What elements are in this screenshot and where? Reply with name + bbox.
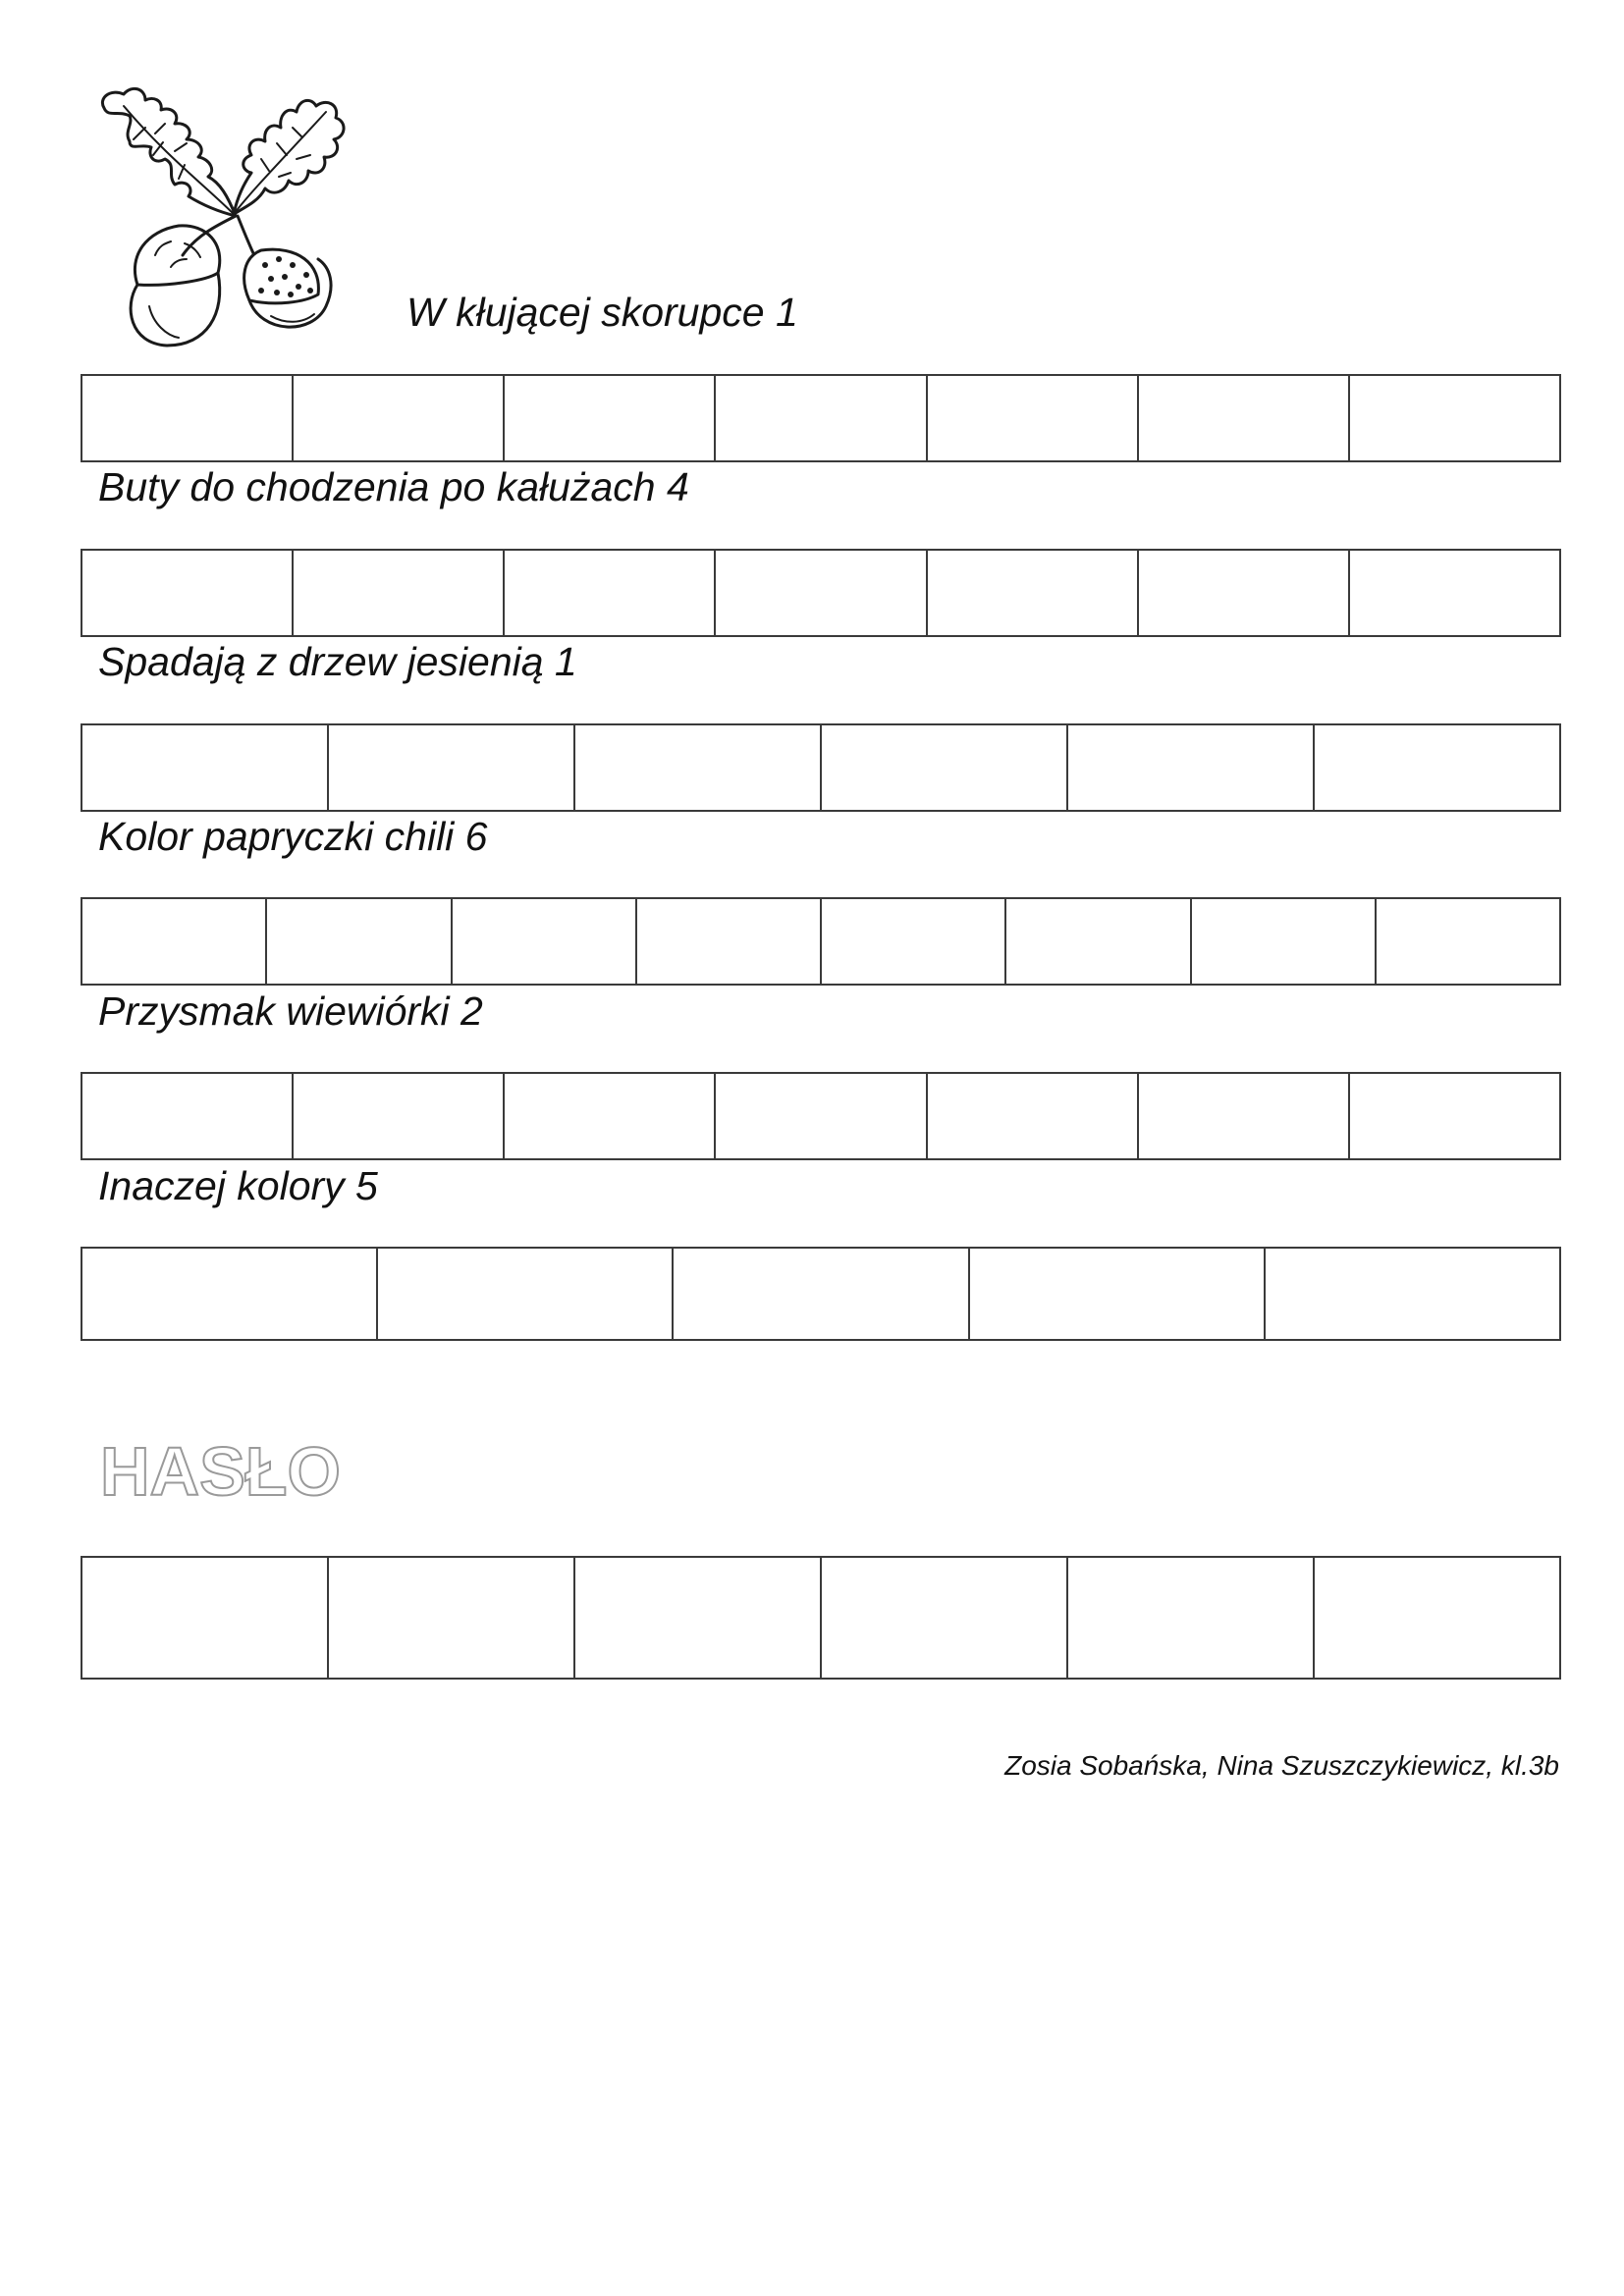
clue-label-1: W kłującej skorupce 1 <box>406 290 798 335</box>
letter-box[interactable] <box>503 1074 714 1158</box>
letter-box[interactable] <box>82 1558 327 1678</box>
letter-box[interactable] <box>327 725 573 810</box>
letter-box[interactable] <box>714 376 925 460</box>
letter-box[interactable] <box>1313 725 1559 810</box>
acorns-with-oak-leaves-icon <box>69 49 383 348</box>
letter-box[interactable] <box>1137 1074 1348 1158</box>
answer-grid-1 <box>81 374 1561 462</box>
clue-label-6: Inaczej kolory 5 <box>98 1163 378 1208</box>
clue-label-2: Buty do chodzenia po kałużach 4 <box>98 464 689 509</box>
letter-box[interactable] <box>1190 899 1375 984</box>
letter-box[interactable] <box>503 551 714 635</box>
letter-box[interactable] <box>265 899 450 984</box>
letter-box[interactable] <box>926 551 1137 635</box>
letter-box[interactable] <box>1137 551 1348 635</box>
letter-box[interactable] <box>1004 899 1189 984</box>
letter-box[interactable] <box>714 1074 925 1158</box>
clue-label-4: Kolor papryczki chili 6 <box>98 814 488 859</box>
letter-box[interactable] <box>1264 1249 1559 1339</box>
letter-box[interactable] <box>327 1558 573 1678</box>
author-credit: Zosia Sobańska, Nina Szuszczykiewicz, kl.3b <box>1004 1750 1559 1781</box>
letter-box[interactable] <box>292 1074 503 1158</box>
letter-box[interactable] <box>820 1558 1066 1678</box>
letter-box[interactable] <box>1066 725 1313 810</box>
answer-grid-6 <box>81 1247 1561 1341</box>
letter-box[interactable] <box>1137 376 1348 460</box>
letter-box[interactable] <box>672 1249 967 1339</box>
password-label: HASŁO <box>100 1433 341 1507</box>
letter-box[interactable] <box>820 725 1066 810</box>
answer-grid-2 <box>81 549 1561 637</box>
letter-box[interactable] <box>926 376 1137 460</box>
letter-box[interactable] <box>714 551 925 635</box>
letter-box[interactable] <box>503 376 714 460</box>
letter-box[interactable] <box>1348 551 1559 635</box>
letter-box[interactable] <box>1066 1558 1313 1678</box>
clue-label-3: Spadają z drzew jesienią 1 <box>98 639 577 684</box>
letter-box[interactable] <box>451 899 635 984</box>
letter-box[interactable] <box>1313 1558 1559 1678</box>
letter-box[interactable] <box>635 899 820 984</box>
letter-box[interactable] <box>1348 1074 1559 1158</box>
letter-box[interactable] <box>926 1074 1137 1158</box>
letter-box[interactable] <box>820 899 1004 984</box>
letter-box[interactable] <box>292 551 503 635</box>
letter-box[interactable] <box>573 725 820 810</box>
answer-grid-4 <box>81 897 1561 986</box>
letter-box[interactable] <box>1375 899 1559 984</box>
letter-box[interactable] <box>376 1249 672 1339</box>
password-heading <box>98 1428 353 1507</box>
letter-box[interactable] <box>292 376 503 460</box>
letter-box[interactable] <box>82 1249 376 1339</box>
letter-box[interactable] <box>82 725 327 810</box>
answer-grid-5 <box>81 1072 1561 1160</box>
letter-box[interactable] <box>968 1249 1264 1339</box>
letter-box[interactable] <box>82 899 265 984</box>
answer-grid-3 <box>81 723 1561 812</box>
letter-box[interactable] <box>82 376 292 460</box>
letter-box[interactable] <box>573 1558 820 1678</box>
password-grid <box>81 1556 1561 1680</box>
letter-box[interactable] <box>82 551 292 635</box>
letter-box[interactable] <box>1348 376 1559 460</box>
clue-label-5: Przysmak wiewiórki 2 <box>98 988 483 1034</box>
letter-box[interactable] <box>82 1074 292 1158</box>
